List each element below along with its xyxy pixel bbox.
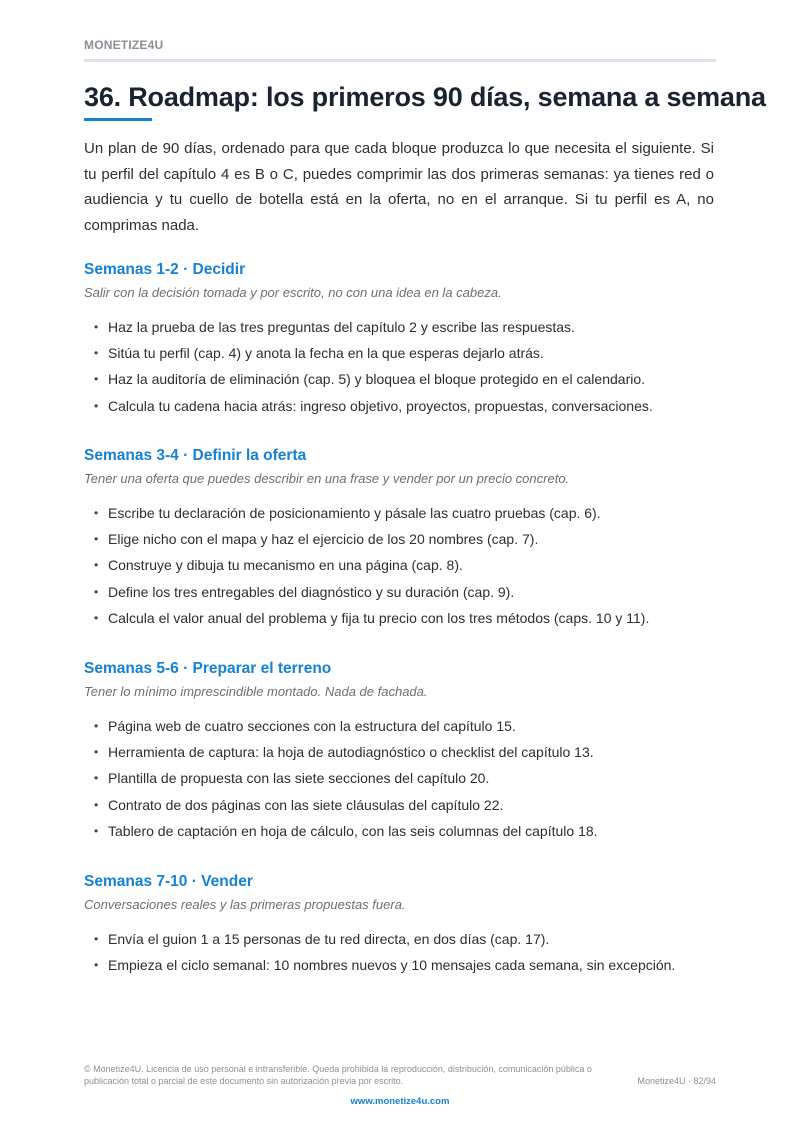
- list-item: • Define los tres entregables del diagnóstico y su duración (cap. 9).: [84, 579, 716, 605]
- list-item: • Página web de cuatro secciones con la estructura del capítulo 15.: [84, 713, 716, 739]
- page-number: Monetize4U · 82/94: [637, 1076, 716, 1086]
- list-item: • Sitúa tu perfil (cap. 4) y anota la fecha en la que esperas dejarlo atrás.: [84, 340, 716, 366]
- section-heading: Semanas 3-4 · Definir la oferta: [84, 447, 307, 464]
- header-divider: [84, 59, 716, 62]
- bullet-list: [84, 926, 716, 978]
- section-subtitle: Tener una oferta que puedes describir en una frase y vender por un precio concreto.: [84, 471, 570, 486]
- list-item: • Escribe tu declaración de posicionamiento y pásale las cuatro pruebas (cap. 6).: [84, 500, 716, 526]
- section-weeks-1-2: [84, 260, 716, 419]
- section-heading: Semanas 5-6 · Preparar el terreno: [84, 660, 332, 677]
- bullet-icon: •: [94, 346, 99, 361]
- section-subtitle: Salir con la decisión tomada y por escrito, no con una idea en la cabeza.: [84, 285, 502, 300]
- bullet-list: [84, 314, 716, 419]
- section-subtitle: Tener lo mínimo imprescindible montado. Nada de fachada.: [84, 684, 428, 699]
- bullet-icon: •: [94, 506, 99, 520]
- bullet-icon: •: [94, 958, 99, 973]
- section-weeks-3-4: [84, 446, 716, 631]
- section-subtitle: Conversaciones reales y las primeras propuestas fuera.: [84, 897, 406, 912]
- list-item: • Calcula tu cadena hacia atrás: ingreso objetivo, proyectos, propuestas, conversaciones.: [84, 393, 716, 419]
- list-item: • Envía el guion 1 a 15 personas de tu red directa, en dos días (cap. 17).: [84, 926, 716, 952]
- section-heading: Semanas 1-2 · Decidir: [84, 261, 246, 278]
- intro-paragraph: Un plan de 90 días, ordenado para que cada bloque produzca lo que necesita el siguiente. Si tu perfil del capítulo 4 es B o C, puedes comprimir las dos primeras semanas: ya tienes red o audiencia y tu cuello de botella está en la oferta, no en el arranque. Si tu perfil es A, no comprimas nada.: [84, 140, 714, 234]
- section-weeks-5-6: [84, 659, 716, 844]
- section-weeks-7-10: [84, 872, 716, 978]
- list-item: • Haz la prueba de las tres preguntas del capítulo 2 y escribe las respuestas.: [84, 314, 716, 340]
- page-title: 36. Roadmap: los primeros 90 días, semana a semana: [84, 82, 766, 112]
- list-item: • Contrato de dos páginas con las siete cláusulas del capítulo 22.: [84, 792, 716, 818]
- bullet-icon: •: [94, 372, 99, 387]
- list-item: • Empieza el ciclo semanal: 10 nombres nuevos y 10 mensajes cada semana, sin excepción.: [84, 952, 716, 978]
- bullet-icon: •: [94, 584, 99, 599]
- bullet-icon: •: [94, 797, 99, 812]
- bullet-icon: •: [94, 823, 99, 838]
- bullet-icon: •: [94, 932, 99, 946]
- list-item: • Calcula el valor anual del problema y fija tu precio con los tres métodos (caps. 10 y 11).: [84, 605, 716, 631]
- brand-header: MONETIZE4U: [84, 38, 164, 52]
- list-item: • Tablero de captación en hoja de cálculo, con las seis columnas del capítulo 18.: [84, 818, 716, 844]
- bullet-list: [84, 500, 716, 631]
- list-item: • Construye y dibuja tu mecanismo en una página (cap. 8).: [84, 552, 716, 578]
- section-heading: Semanas 7-10 · Vender: [84, 873, 253, 890]
- footer-legal-notice: © Monetize4U. Licencia de uso personal e intransferible. Queda prohibida la reproducción, distribución, comunicación pública o publicación total o parcial de este documento sin autorización previa por escrito.: [84, 1064, 592, 1086]
- bullet-icon: •: [94, 320, 99, 334]
- bullet-icon: •: [94, 398, 99, 413]
- bullet-icon: •: [94, 719, 99, 733]
- title-underline: [84, 118, 152, 121]
- bullet-icon: •: [94, 532, 99, 547]
- list-item: • Elige nicho con el mapa y haz el ejercicio de los 20 nombres (cap. 7).: [84, 526, 716, 552]
- bullet-icon: •: [94, 610, 99, 625]
- list-item: • Haz la auditoría de eliminación (cap. 5) y bloquea el bloque protegido en el calendario.: [84, 366, 716, 392]
- bullet-list: [84, 713, 716, 844]
- list-item: • Plantilla de propuesta con las siete secciones del capítulo 20.: [84, 765, 716, 791]
- bullet-icon: •: [94, 771, 99, 786]
- website-link[interactable]: www.monetize4u.com: [350, 1096, 450, 1107]
- list-item: • Herramienta de captura: la hoja de autodiagnóstico o checklist del capítulo 13.: [84, 739, 716, 765]
- bullet-icon: •: [94, 558, 99, 573]
- bullet-icon: •: [94, 745, 99, 760]
